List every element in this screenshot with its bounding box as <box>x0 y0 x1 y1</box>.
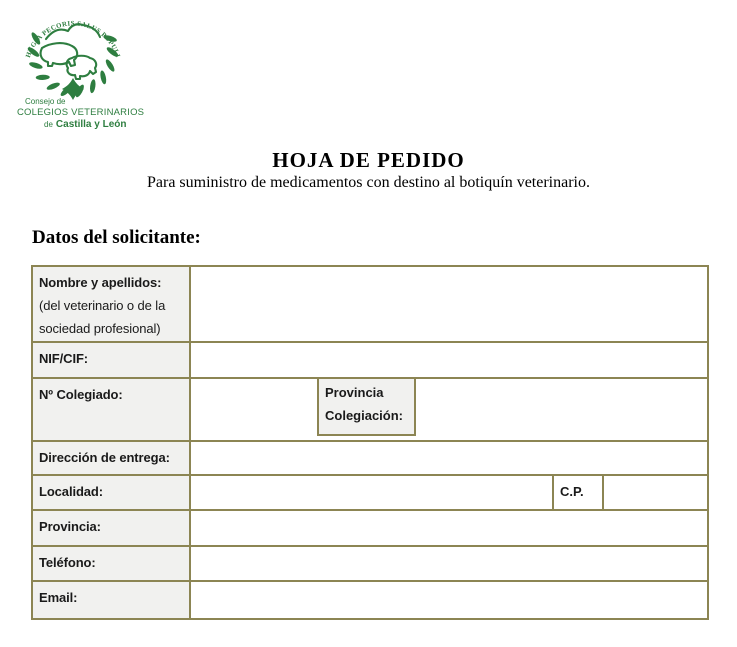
label-email: Email: <box>33 582 189 618</box>
page-title: HOJA DE PEDIDO <box>272 148 465 172</box>
logo <box>16 4 156 136</box>
logo-region-name: Castilla y León <box>55 119 127 130</box>
section-heading: Datos del solicitante: <box>32 227 201 248</box>
veterinary-college-emblem-icon <box>16 4 130 100</box>
label-nombre-apellidos <box>33 267 189 341</box>
logo-council-line: Consejo de <box>25 97 66 106</box>
logo-region-line <box>44 119 144 131</box>
input-direccion-entrega[interactable] <box>191 442 707 474</box>
label-nombre-apellidos-sub: (del veterinario o de la sociedad profesional) <box>39 298 166 336</box>
input-provincia[interactable] <box>191 511 707 545</box>
label-localidad: Localidad: <box>33 476 189 509</box>
label-cp: C.P. <box>554 476 602 509</box>
input-email[interactable] <box>191 582 707 618</box>
label-direccion-entrega: Dirección de entrega: <box>33 442 189 474</box>
label-telefono: Teléfono: <box>33 547 189 580</box>
input-nif-cif[interactable] <box>191 343 707 377</box>
applicant-data-table <box>31 265 709 620</box>
input-provincia-colegiacion[interactable] <box>416 379 707 440</box>
input-nombre-apellidos[interactable] <box>191 267 707 341</box>
logo-region-prefix: de <box>44 120 53 129</box>
logo-motto: HYGIA PECORIS SALUS POPULI <box>24 20 122 59</box>
label-provincia: Provincia: <box>33 511 189 545</box>
logo-organization-name: COLEGIOS VETERINARIOS <box>17 107 145 118</box>
page-subtitle: Para suministro de medicamentos con destino al botiquín veterinario. <box>146 174 590 191</box>
logo-organization-text <box>17 97 144 131</box>
input-telefono[interactable] <box>191 547 707 580</box>
row-colegiado-fields <box>191 379 707 440</box>
label-provincia-colegiacion: Provincia Colegiación: <box>317 379 416 436</box>
label-num-colegiado: Nº Colegiado: <box>33 379 189 440</box>
label-nif-cif: NIF/CIF: <box>33 343 189 377</box>
input-cp[interactable] <box>604 476 707 509</box>
label-nombre-apellidos-main: Nombre y apellidos: <box>39 275 162 290</box>
input-num-colegiado[interactable] <box>191 379 317 440</box>
input-localidad[interactable] <box>191 476 552 509</box>
